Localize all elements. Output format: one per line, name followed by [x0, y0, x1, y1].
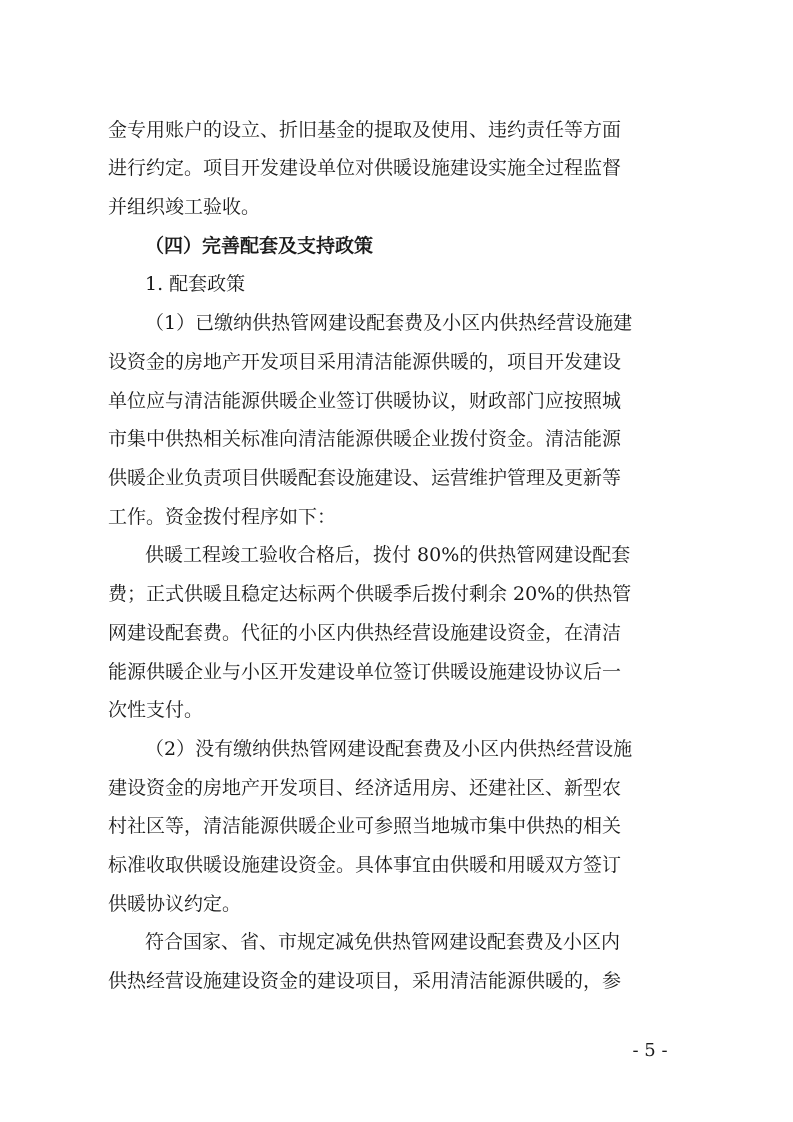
page-number: - 5 -	[632, 1040, 668, 1061]
line-16: 次性支付。	[108, 699, 204, 721]
line-20: 标准收取供暖设施建设资金。具体事宜由供暖和用暖双方签订	[108, 854, 622, 876]
section-heading: （四）完善配套及支持政策	[145, 235, 374, 257]
line-2: 进行约定。项目开发建设单位对供暖设施建设实施全过程监督	[108, 157, 622, 179]
line-12: 供暖工程竣工验收合格后，拨付 80%的供热管网建设配套	[145, 544, 631, 566]
line-11: 工作。资金拨付程序如下：	[108, 506, 337, 528]
subsection-heading: 1. 配套政策	[145, 273, 246, 295]
line-8: 单位应与清洁能源供暖企业签订供暖协议，财政部门应按照城	[108, 390, 622, 412]
line-23: 供热经营设施建设资金的建设项目，采用清洁能源供暖的，参	[108, 970, 622, 992]
line-17: （2）没有缴纳供热管网建设配套费及小区内供热经营设施	[145, 738, 633, 760]
line-14: 网建设配套费。代征的小区内供热经营设施建设资金，在清洁	[108, 622, 622, 644]
line-1: 金专用账户的设立、折旧基金的提取及使用、违约责任等方面	[108, 119, 622, 141]
line-7: 设资金的房地产开发项目采用清洁能源供暖的，项目开发建设	[108, 351, 622, 373]
line-13: 费；正式供暖且稳定达标两个供暖季后拨付剩余 20%的供热管	[108, 583, 632, 605]
line-6: （1）已缴纳供热管网建设配套费及小区内供热经营设施建	[145, 312, 633, 334]
line-18: 建设资金的房地产开发项目、经济适用房、还建社区、新型农	[108, 777, 622, 799]
line-15: 能源供暖企业与小区开发建设单位签订供暖设施建设协议后一	[108, 661, 622, 683]
line-22: 符合国家、省、市规定减免供热管网建设配套费及小区内	[145, 931, 621, 953]
line-19: 村社区等，清洁能源供暖企业可参照当地城市集中供热的相关	[108, 815, 622, 837]
line-9: 市集中供热相关标准向清洁能源供暖企业拨付资金。清洁能源	[108, 428, 622, 450]
line-3: 并组织竣工验收。	[108, 196, 261, 218]
line-21: 供暖协议约定。	[108, 893, 242, 915]
line-10: 供暖企业负责项目供暖配套设施建设、运营维护管理及更新等	[108, 467, 622, 489]
